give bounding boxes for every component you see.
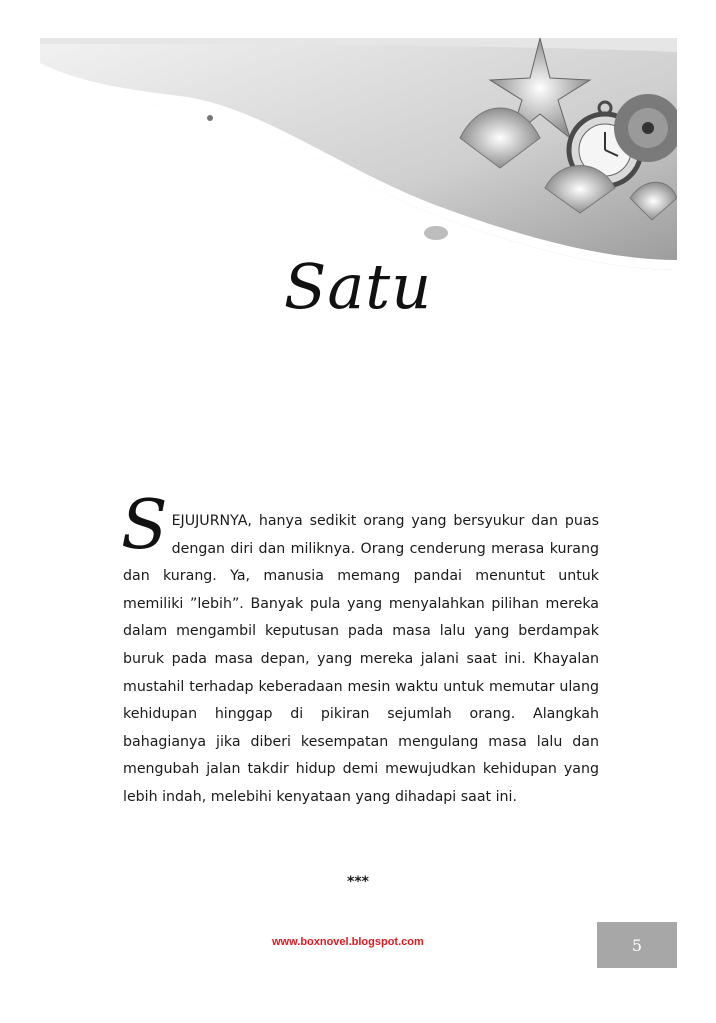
chapter-title: Satu — [283, 250, 433, 323]
section-separator: *** — [347, 874, 369, 890]
page-number-box — [597, 922, 677, 968]
page-number: 5 — [631, 935, 643, 955]
footer-url: www.boxnovel.blogspot.com — [272, 936, 424, 948]
paragraph-text: EJUJURNYA, hanya sedikit orang yang bersyukur dan puas dengan diri dan miliknya. Orang cenderung merasa kurang dan kurang. Ya, manusia memang pandai menuntut untuk memiliki ”lebih”. Banyak pula yang menyalahkan pilihan mereka dalam mengambil keputusan pada masa lalu yang berdampak buruk pada masa depan, yang mereka jalani saat ini. Khayalan mustahil terhadap keberadaan mesin waktu untuk memutar ulang kehidupan hinggap di pikiran sejumlah orang. Alangkah bahagianya jika diberi kesempatan mengulang masa lalu dan mengubah jalan takdir hidup demi mewujudkan kehidupan yang lebih indah, melebihi kenyataan yang dihadapi saat ini. — [123, 513, 599, 805]
opening-paragraph — [121, 486, 599, 812]
drop-cap: S — [121, 486, 168, 565]
seashell-header-illustration — [40, 38, 677, 270]
